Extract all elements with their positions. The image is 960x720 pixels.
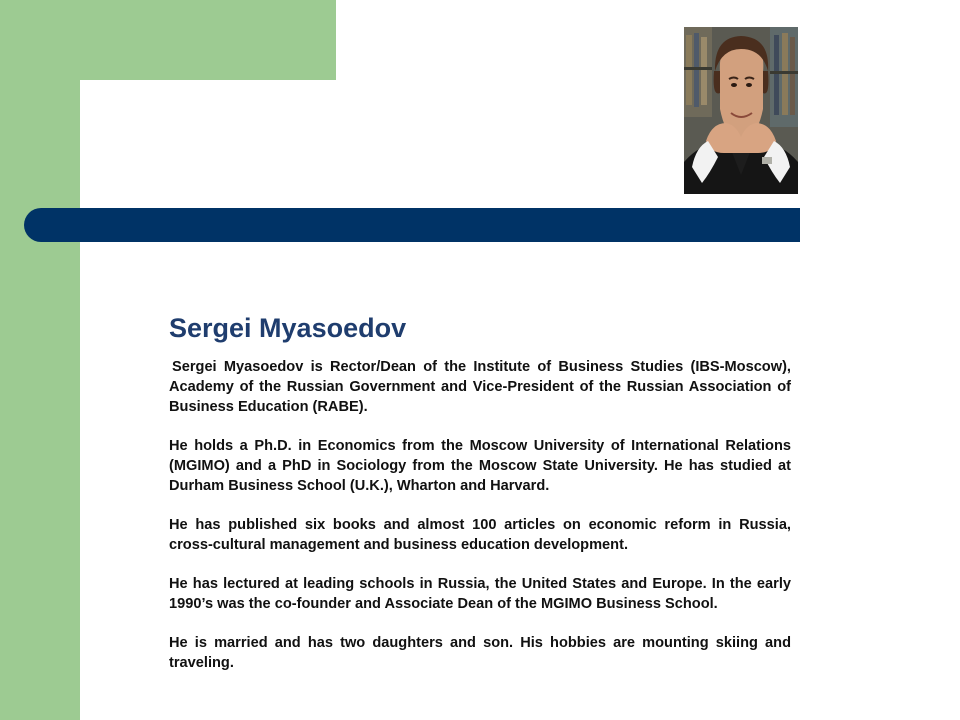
green-top-block [80, 0, 336, 80]
rounded-corner [80, 80, 140, 140]
portrait-photo [684, 27, 798, 194]
bio-paragraph: He has lectured at leading schools in Russia, the United States and Europe. In the early 1990’s was the co-founder and Associate Dean of the MGIMO Business School. [169, 576, 791, 612]
bio-paragraph: He holds a Ph.D. in Economics from the Moscow University of International Relations (MGIMO) and a PhD in Sociology from the Moscow State University. He has studied at Durham Business School (U.K.), Wharton and Harvard. [169, 438, 791, 494]
bio-paragraph: He has published six books and almost 100 articles on economic reform in Russia, cross-cultural management and business education development. [169, 517, 791, 553]
page-title: Sergei Myasoedov [169, 313, 407, 343]
bio-paragraph: He is married and has two daughters and son. His hobbies are mounting skiing and traveling. [169, 635, 791, 671]
navy-divider-bar [24, 208, 800, 242]
bio-text [169, 357, 791, 692]
bio-paragraph: Sergei Myasoedov is Rector/Dean of the Institute of Business Studies (IBS-Moscow), Academy of the Russian Government and Vice-President of the Russian Association of Business Education (RABE). [169, 359, 791, 415]
green-side-band [0, 0, 80, 720]
